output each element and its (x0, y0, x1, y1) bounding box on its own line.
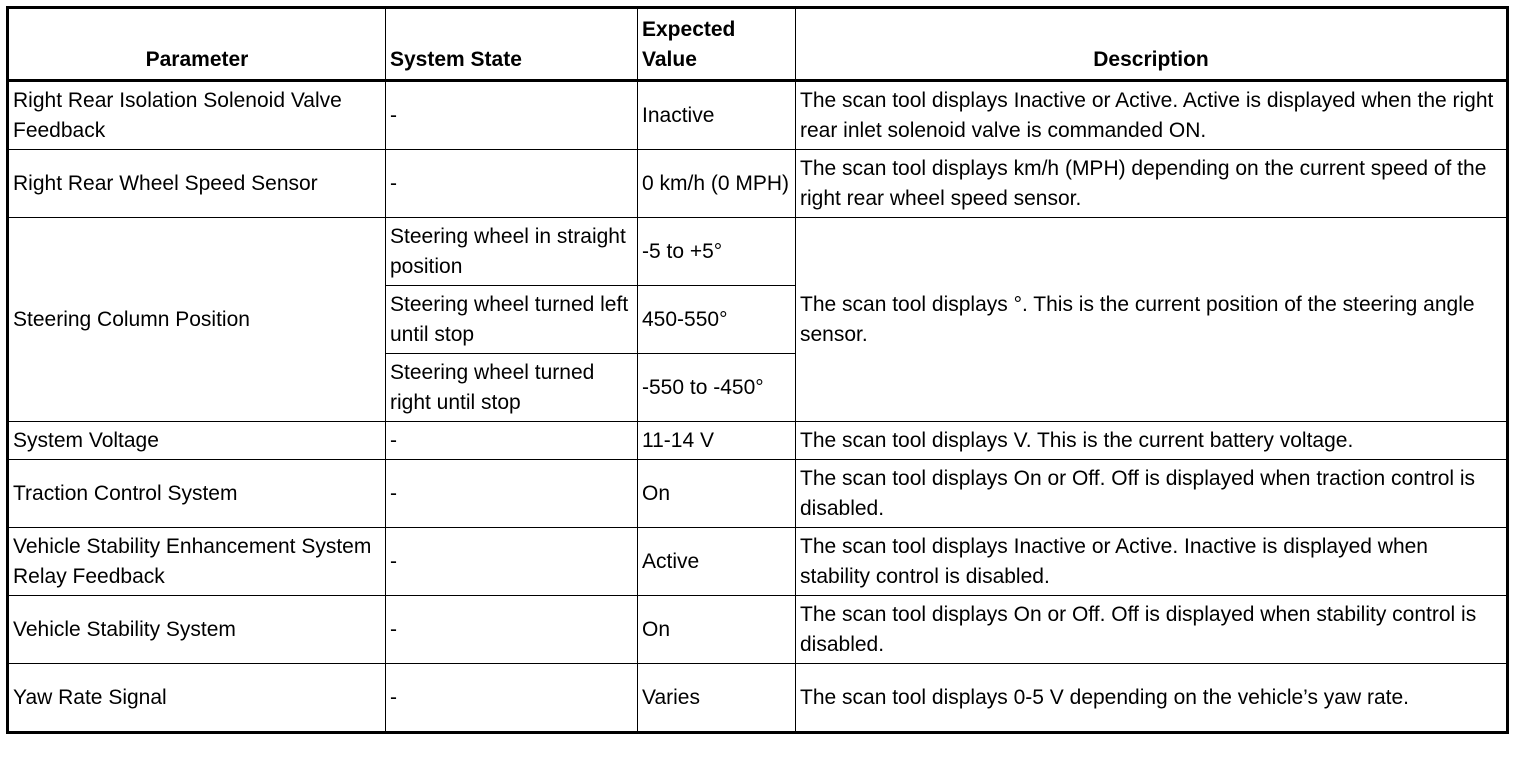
table-row (8, 528, 1508, 596)
system-state-cell: - (386, 422, 638, 460)
expected-value-cell: 11-14 V (638, 422, 796, 460)
parameter-cell: Steering Column Position (8, 218, 386, 422)
parameter-cell: Yaw Rate Signal (8, 664, 386, 733)
parameter-cell: Right Rear Wheel Speed Sensor (8, 150, 386, 218)
header-description: Description (796, 8, 1508, 81)
system-state-cell: - (386, 150, 638, 218)
system-state-cell: - (386, 664, 638, 733)
expected-value-cell: Active (638, 528, 796, 596)
system-state-cell: - (386, 528, 638, 596)
description-cell: The scan tool displays 0-5 V depending on the vehicle’s yaw rate. (796, 664, 1508, 733)
table-row (8, 422, 1508, 460)
table-row (8, 460, 1508, 528)
expected-value-cell: On (638, 460, 796, 528)
description-cell: The scan tool displays Inactive or Active. Active is displayed when the right rear inlet solenoid valve is commanded ON. (796, 81, 1508, 150)
description-cell: The scan tool displays On or Off. Off is displayed when traction control is disabled. (796, 460, 1508, 528)
system-state-cell: Steering wheel turned left until stop (386, 286, 638, 354)
table-row (8, 218, 1508, 286)
system-state-cell: Steering wheel in straight position (386, 218, 638, 286)
header-row (8, 8, 1508, 81)
expected-value-cell: Varies (638, 664, 796, 733)
expected-value-cell: -550 to -450° (638, 354, 796, 422)
header-expected-value: Expected Value (638, 8, 796, 81)
parameter-cell: Right Rear Isolation Solenoid Valve Feedback (8, 81, 386, 150)
expected-value-cell: 450-550° (638, 286, 796, 354)
system-state-cell: - (386, 81, 638, 150)
description-cell: The scan tool displays On or Off. Off is displayed when stability control is disabled. (796, 596, 1508, 664)
description-cell: The scan tool displays km/h (MPH) depending on the current speed of the right rear wheel speed sensor. (796, 150, 1508, 218)
description-cell: The scan tool displays Inactive or Active. Inactive is displayed when stability control is disabled. (796, 528, 1508, 596)
parameter-table (6, 6, 1509, 734)
table-row (8, 596, 1508, 664)
expected-value-cell: 0 km/h (0 MPH) (638, 150, 796, 218)
expected-value-cell: Inactive (638, 81, 796, 150)
table-row (8, 81, 1508, 150)
header-parameter: Parameter (8, 8, 386, 81)
system-state-cell: - (386, 596, 638, 664)
system-state-cell: - (386, 460, 638, 528)
parameter-cell: Traction Control System (8, 460, 386, 528)
header-system-state: System State (386, 8, 638, 81)
table-row (8, 664, 1508, 733)
description-cell: The scan tool displays V. This is the current battery voltage. (796, 422, 1508, 460)
table-row (8, 150, 1508, 218)
expected-value-cell: -5 to +5° (638, 218, 796, 286)
description-cell: The scan tool displays °. This is the current position of the steering angle sensor. (796, 218, 1508, 422)
parameter-cell: Vehicle Stability Enhancement System Relay Feedback (8, 528, 386, 596)
parameter-cell: System Voltage (8, 422, 386, 460)
expected-value-cell: On (638, 596, 796, 664)
parameter-cell: Vehicle Stability System (8, 596, 386, 664)
system-state-cell: Steering wheel turned right until stop (386, 354, 638, 422)
